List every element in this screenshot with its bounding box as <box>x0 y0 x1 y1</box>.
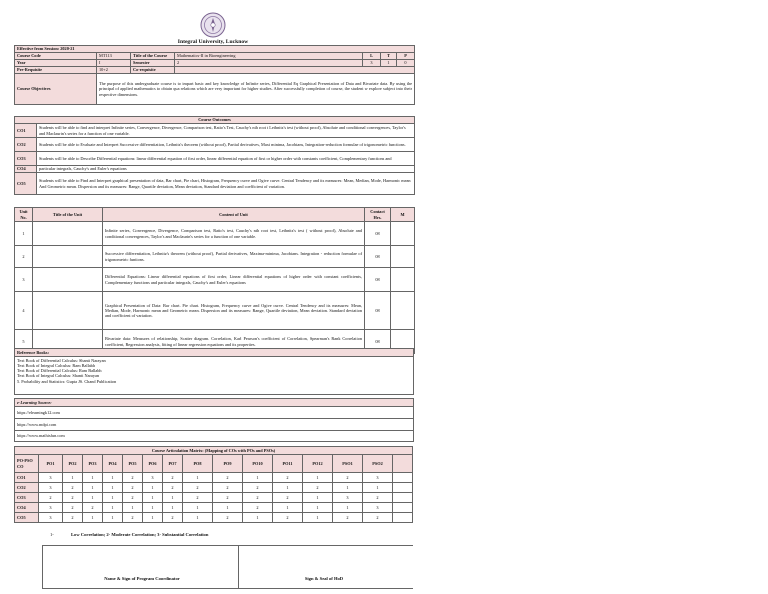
unit-no: 3 <box>15 268 33 292</box>
contact-hrs-header: Contact Hrs. <box>365 208 391 222</box>
matrix-co: CO5 <box>15 513 39 523</box>
matrix-cell: 2 <box>83 503 103 513</box>
matrix-cell: 2 <box>273 493 303 503</box>
matrix-cell: 1 <box>273 483 303 493</box>
outcome-text: Students will be able to Describe Differential equations: linear differential equation of first order, linear differential equation of first or higher order with constants coefficient, Complementary functions and <box>37 152 415 166</box>
matrix-cell: 2 <box>123 483 143 493</box>
matrix-cell: 1 <box>83 473 103 483</box>
t-value: 1 <box>381 60 397 67</box>
matrix-cell: 2 <box>213 473 243 483</box>
matrix-cell: 2 <box>333 473 363 483</box>
outcome-row <box>15 166 415 173</box>
course-title-label: Title of the Course <box>131 53 175 60</box>
matrix-header: PO12 <box>303 455 333 473</box>
outcome-text: Students will be able to find and interpret Infinite series, Convergence, Divergence, Comparison test, Ratio's Test, Cauchy's nth root t Leibnitz's test (without proof), Absolute and conditional convergences, Taylor's and Maclaurin's series for a function of one variable. <box>37 124 415 138</box>
course-code-value: MT113 <box>97 53 131 60</box>
note-prefix: 1- <box>50 532 54 537</box>
unit-row <box>15 268 415 292</box>
matrix-cell: 1 <box>83 513 103 523</box>
matrix-cell: 1 <box>363 483 393 493</box>
unit-hrs: 08 <box>365 330 391 354</box>
matrix-cell: 2 <box>273 473 303 483</box>
year-value: I <box>97 60 131 67</box>
matrix-cell: 1 <box>83 483 103 493</box>
matrix-cell: 3 <box>39 503 63 513</box>
l-header: L <box>363 53 381 60</box>
matrix-co: CO2 <box>15 483 39 493</box>
matrix-header: PO8 <box>183 455 213 473</box>
matrix-header: PO11 <box>273 455 303 473</box>
year-label: Year <box>15 60 97 67</box>
matrix-cell: 2 <box>39 493 63 503</box>
matrix-header: PO3 <box>83 455 103 473</box>
coordinator-label: Name & Sign of Program Coordinator <box>104 576 180 581</box>
matrix-cell: 1 <box>103 503 123 513</box>
matrix-cell: 1 <box>303 503 333 513</box>
matrix-cell: 3 <box>143 473 163 483</box>
matrix-cell: 2 <box>163 483 183 493</box>
objectives-text: The purpose of this undergraduate course is to impart basic and key knowledge of Infinite series, Differential Eq Graphical Presentation of Data and Bivariate data. By using the principal of applied mathematics to obtain qua relations which are very important for higher studies. After successfully completion of course, the student w explore subject into their respective dimensions. <box>97 74 415 105</box>
outcome-co: CO3 <box>15 152 37 166</box>
unit-content: Differential Equations: Linear differential equations of first order, Linear differential equations of higher order with constant coefficients, Complementary functions and particular integrals, Cauchy's and Euler's equations <box>103 268 365 292</box>
matrix-cell: 1 <box>303 473 333 483</box>
articulation-matrix-table <box>14 446 413 523</box>
matrix-cell: 1 <box>123 503 143 513</box>
correlation-note <box>50 532 208 537</box>
matrix-cell: 1 <box>273 503 303 513</box>
outcomes-heading: Course Outcomes <box>15 117 415 124</box>
reference-item: Text Book of Differential Calculus: Shanti Narayan <box>17 358 106 363</box>
matrix-cell: 2 <box>273 513 303 523</box>
unit-content: Graphical Presentation of Data: Bar chart. Pie chart. Histogram, Frequency curve and Ogive curve. Central Tendency and its measures: Mean, Median, Mode, Harmonic mean and Geometric mean. Dispersion and its measures: Range, Quartile deviation, Mean deviation. Standard deviation and coefficient of variation. <box>103 292 365 330</box>
matrix-cell: 1 <box>243 473 273 483</box>
reference-item: 5. Probability and Statistics: Gupta JS. Chand Publication <box>17 378 117 384</box>
matrix-cell: 1 <box>183 473 213 483</box>
matrix-cell: 3 <box>333 493 363 503</box>
elearning-heading: e-Learning Source: <box>15 399 414 407</box>
outcome-co: CO1 <box>15 124 37 138</box>
matrix-cell: 1 <box>163 503 183 513</box>
matrix-cell: 2 <box>63 503 83 513</box>
unit-row <box>15 246 415 268</box>
elearning-link[interactable]: https://www.mathisfun.com <box>15 431 414 442</box>
coreq-label: Co-requisite <box>131 67 175 74</box>
unit-row <box>15 292 415 330</box>
unit-title <box>33 222 103 246</box>
objectives-label: Course Objectives <box>15 74 97 105</box>
session-value: 2020-21 <box>60 46 75 52</box>
outcome-text: particular integrals, Cauchy's and Euler's equations <box>37 166 415 173</box>
matrix-cell: 1 <box>303 513 333 523</box>
unit-hrs: 08 <box>365 222 391 246</box>
matrix-cell: 3 <box>39 473 63 483</box>
unit-title <box>33 246 103 268</box>
matrix-cell: 2 <box>213 493 243 503</box>
matrix-corner-top: PO-PSO <box>17 458 33 464</box>
matrix-cell: 1 <box>143 493 163 503</box>
matrix-cell: 3 <box>363 473 393 483</box>
matrix-cell: 2 <box>213 513 243 523</box>
outcome-row <box>15 152 415 166</box>
unit-no-header: Unit No. <box>15 208 33 222</box>
matrix-cell: 1 <box>103 513 123 523</box>
matrix-cell: 1 <box>183 513 213 523</box>
unit-no: 4 <box>15 292 33 330</box>
outcome-row <box>15 138 415 152</box>
reference-books-table <box>14 348 414 395</box>
outcome-co: CO5 <box>15 173 37 195</box>
note-text: Low Correlation; 2- Moderate Correlation; 3- Substantial Correlation <box>70 532 209 537</box>
matrix-cell: 1 <box>103 493 123 503</box>
course-outcomes-table <box>14 116 415 195</box>
matrix-cell: 2 <box>243 503 273 513</box>
matrix-cell: 1 <box>63 473 83 483</box>
matrix-co: CO4 <box>15 503 39 513</box>
matrix-cell: 1 <box>243 513 273 523</box>
matrix-cell: 1 <box>333 503 363 513</box>
matrix-header: PO10 <box>243 455 273 473</box>
matrix-cell: 1 <box>143 483 163 493</box>
semester-value: 2 <box>175 60 363 67</box>
hod-signature-box <box>238 545 413 589</box>
matrix-header: PO7 <box>163 455 183 473</box>
coordinator-signature-box <box>42 545 241 589</box>
matrix-header: PO1 <box>39 455 63 473</box>
matrix-cell: 2 <box>333 513 363 523</box>
matrix-cell: 3 <box>39 483 63 493</box>
unit-hrs: 08 <box>365 246 391 268</box>
matrix-co: CO3 <box>15 493 39 503</box>
matrix-cell: 2 <box>123 473 143 483</box>
matrix-cell: 1 <box>103 483 123 493</box>
outcome-text: Students will be able to Find and Interpret graphical presentation of data, Bar chart, Pie chart, Histogram, Frequency curve and Ogive curve. Central Tendency and its measures: Mean, Median, Mode, Harmonic mean And Geometric mean. Dispersion and its measures: Range, Quartile deviation, Mean deviation, Standard deviation and coefficient of variation. <box>37 173 415 195</box>
matrix-header: PO5 <box>123 455 143 473</box>
elearning-link[interactable]: https://www.mdpi.com <box>15 419 414 431</box>
unit-content: Bivariate data: Measures of relationship, Scatter diagram. Correlation, Karl Pearson's coefficient of Correlation, Spearman's Rank Correlation coefficient, Regression analysis, fitting of linear regression equations and its properties. <box>103 330 365 354</box>
outcome-text: Students will be able to Evaluate and Interpret Successive differentiation, Leibnitz's theorem (without proof), Partial derivatives, Maxi minima, Jacobians, Integration-reduction formulae of trigonometric functions. <box>37 138 415 152</box>
course-code-label: Course Code <box>15 53 97 60</box>
reference-item: Text Book of Differential Calculus: Ram Ballabh <box>17 368 102 374</box>
matrix-cell: 3 <box>39 513 63 523</box>
matrix-cell: 2 <box>123 513 143 523</box>
matrix-cell: 2 <box>63 493 83 503</box>
outcome-row <box>15 124 415 138</box>
unit-no: 2 <box>15 246 33 268</box>
unit-hrs: 08 <box>365 268 391 292</box>
prereq-label: Pre-Requisite <box>15 67 97 74</box>
m-header: M <box>391 208 415 222</box>
matrix-cell: 2 <box>63 513 83 523</box>
session-label: Effective from Session: <box>17 46 60 52</box>
course-title-value: Mathematics-II in Bioengineering <box>175 53 363 60</box>
matrix-cell: 2 <box>63 483 83 493</box>
matrix-cell: 2 <box>183 493 213 503</box>
matrix-corner-bottom: CO <box>17 463 24 469</box>
matrix-cell: 2 <box>363 493 393 503</box>
matrix-header: PO4 <box>103 455 123 473</box>
matrix-cell: 1 <box>213 503 243 513</box>
matrix-cell: 1 <box>183 503 213 513</box>
matrix-title: Course Articulation Matrix: (Mapping of COs with POs and PSOs) <box>15 447 413 455</box>
matrix-row <box>15 493 413 503</box>
matrix-cell: 2 <box>123 493 143 503</box>
matrix-cell: 1 <box>333 483 363 493</box>
matrix-co: CO1 <box>15 473 39 483</box>
prereq-value: 10+2 <box>97 67 131 74</box>
outcome-row <box>15 173 415 195</box>
matrix-cell: 2 <box>363 513 393 523</box>
matrix-cell: 1 <box>303 493 333 503</box>
outcome-co: CO2 <box>15 138 37 152</box>
hod-label: Sign & Seal of HoD <box>304 576 344 581</box>
matrix-row <box>15 483 413 493</box>
matrix-cell: 2 <box>243 493 273 503</box>
semester-label: Semester <box>131 60 175 67</box>
matrix-cell: 3 <box>363 503 393 513</box>
matrix-row <box>15 503 413 513</box>
matrix-cell: 1 <box>143 513 163 523</box>
matrix-cell: 1 <box>143 503 163 513</box>
syllabus-sheet <box>14 0 413 594</box>
matrix-row <box>15 473 413 483</box>
university-logo <box>200 12 226 38</box>
elearning-link[interactable]: https://elearningk12.com <box>15 407 414 419</box>
matrix-cell: 2 <box>183 483 213 493</box>
p-value: 0 <box>397 60 415 67</box>
matrix-cell: 1 <box>103 473 123 483</box>
unit-title <box>33 268 103 292</box>
unit-content: Infinite series, Convergence, Divergence, Comparison test, Ratio's test, Cauchy's nth root test, Leibnitz's test ( without proof), Absolute and conditional convergences, Taylor's and Maclaurin's series for a function of one variable. <box>103 222 365 246</box>
matrix-header: PSO2 <box>363 455 393 473</box>
references-heading: Reference Books: <box>15 349 414 357</box>
unit-title <box>33 292 103 330</box>
elearning-table <box>14 398 414 442</box>
matrix-cell: 1 <box>163 493 183 503</box>
matrix-cell: 2 <box>213 483 243 493</box>
reference-item: Text Book of Integral Calculus: Shanti Narayan <box>17 373 100 379</box>
unit-content: Successive differentiation, Leibnitz's theorem (without proof), Partial derivatives, Maxima-minima, Jacobians. Integration - reduction formulae of trigonometric funtions. <box>103 246 365 268</box>
matrix-cell: 2 <box>163 473 183 483</box>
l-value: 3 <box>363 60 381 67</box>
university-name: Integral University, Lucknow <box>177 39 249 45</box>
t-header: T <box>381 53 397 60</box>
matrix-header: PO2 <box>63 455 83 473</box>
matrix-header: PSO1 <box>333 455 363 473</box>
unit-row <box>15 222 415 246</box>
p-header: P <box>397 53 415 60</box>
unit-hrs: 08 <box>365 292 391 330</box>
matrix-row <box>15 513 413 523</box>
matrix-header: PO9 <box>213 455 243 473</box>
units-table <box>14 207 415 354</box>
matrix-cell: 2 <box>243 483 273 493</box>
unit-no: 5 <box>15 330 33 354</box>
outcome-co: CO4 <box>15 166 37 173</box>
reference-item: Text Book of Integral Calculus: Ram Ballabh <box>17 363 95 369</box>
unit-title-header: Title of the Unit <box>33 208 103 222</box>
course-info-table <box>14 45 415 105</box>
matrix-cell: 1 <box>83 493 103 503</box>
matrix-cell: 2 <box>163 513 183 523</box>
matrix-cell: 2 <box>303 483 333 493</box>
matrix-header: PO6 <box>143 455 163 473</box>
unit-content-header: Content of Unit <box>103 208 365 222</box>
unit-no: 1 <box>15 222 33 246</box>
